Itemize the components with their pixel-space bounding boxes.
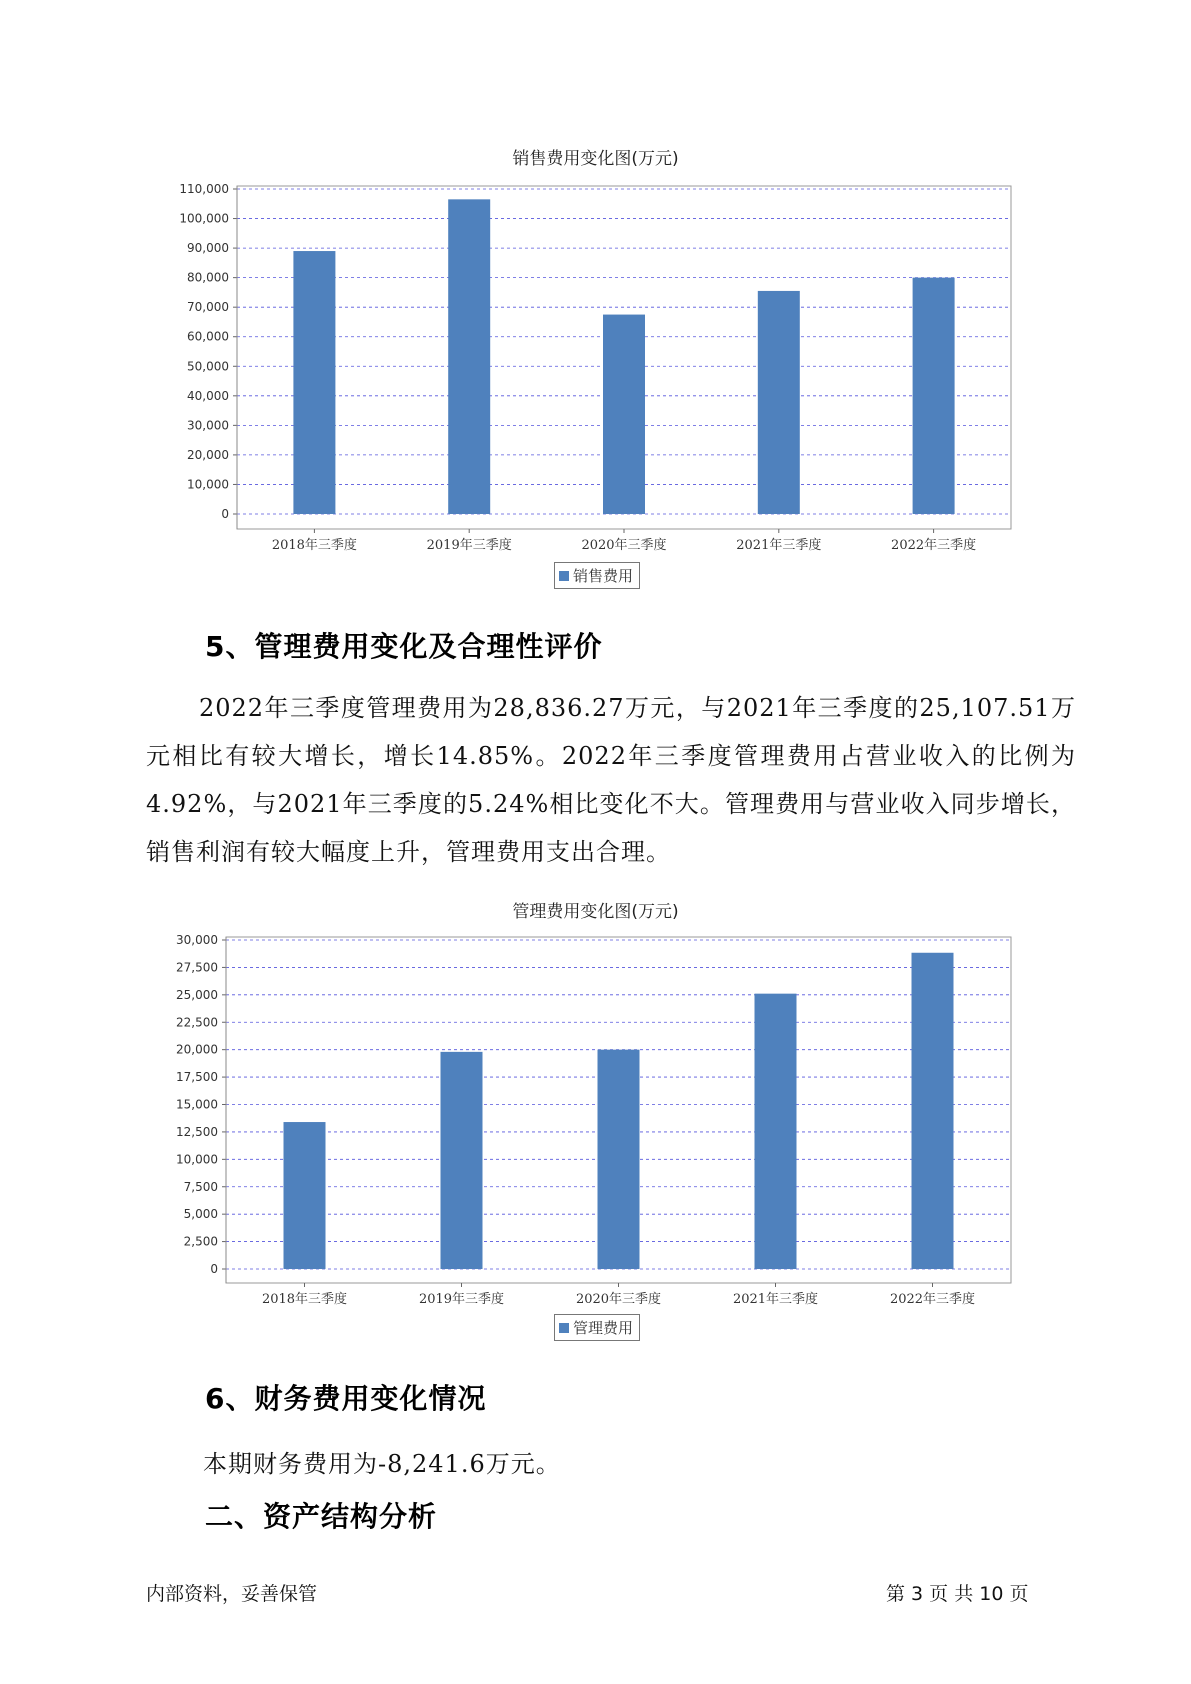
y-tick-label: 20,000: [176, 1042, 218, 1057]
x-tick-label: 2018年三季度: [261, 1292, 348, 1307]
y-tick-label: 20,000: [187, 447, 229, 462]
x-tick-label: 2022年三季度: [889, 1292, 976, 1307]
chart-legend-admin: [554, 1314, 640, 1341]
bar: [293, 251, 335, 514]
y-tick-label: 30,000: [187, 418, 229, 433]
y-tick-label: 27,500: [176, 960, 218, 975]
y-tick-label: 15,000: [176, 1097, 218, 1112]
x-tick-label: 2021年三季度: [732, 1292, 819, 1307]
y-tick-label: 10,000: [187, 477, 229, 492]
chart-title-admin: 管理费用变化图(万元): [512, 902, 679, 922]
chart-sales-expense: [0, 170, 1191, 553]
y-tick-label: 0: [221, 507, 229, 521]
y-tick-label: 22,500: [176, 1015, 218, 1030]
y-tick-label: 30,000: [176, 933, 218, 947]
heading-section-6: 6、财务费用变化情况: [205, 1382, 487, 1415]
heading-asset-structure: 二、资产结构分析: [205, 1500, 438, 1533]
x-tick-label: 2020年三季度: [575, 1292, 662, 1307]
y-tick-label: 100,000: [179, 211, 229, 226]
footer-confidential: 内部资料，妥善保管: [146, 1583, 318, 1605]
bar: [598, 1050, 640, 1269]
legend-label-admin: 管理费用: [573, 1319, 634, 1337]
bar: [441, 1052, 483, 1269]
paragraph-section-5: 2022年三季度管理费用为28,836.27万元，与2021年三季度的25,107.51万元相比有较大增长，增长14.85%。2022年三季度管理费用占营业收入的比例为4.92%，与2021年三季度的5.24%相比变化不大。管理费用与营业收入同步增长，销售利润有较大幅度上升，管理费用支出合理。: [146, 694, 1076, 866]
x-tick-label: 2019年三季度: [418, 1292, 505, 1307]
y-tick-label: 90,000: [187, 241, 229, 256]
x-tick-label: 2018年三季度: [271, 538, 357, 553]
y-tick-label: 17,500: [176, 1070, 218, 1085]
paragraph-section-6: 本期财务费用为-8,241.6万元。: [203, 1450, 561, 1478]
bar: [755, 994, 797, 1269]
y-tick-label: 0: [210, 1262, 218, 1276]
y-tick-label: 40,000: [187, 388, 229, 403]
heading-section-5: 5、管理费用变化及合理性评价: [205, 630, 603, 663]
bar: [284, 1122, 326, 1269]
chart-admin-expense: [0, 920, 1191, 1307]
y-tick-label: 5,000: [183, 1207, 218, 1222]
x-tick-label: 2019年三季度: [426, 538, 512, 553]
y-tick-label: 80,000: [187, 270, 229, 285]
bar: [913, 278, 955, 514]
bar: [448, 199, 490, 514]
y-tick-label: 2,500: [183, 1234, 218, 1249]
legend-swatch-admin: [559, 1323, 569, 1333]
footer-page-number: 第 3 页 共 10 页: [886, 1583, 1029, 1605]
x-tick-label: 2022年三季度: [891, 538, 977, 553]
y-tick-label: 70,000: [187, 300, 229, 315]
y-tick-label: 12,500: [176, 1124, 218, 1139]
bar: [603, 315, 645, 514]
x-tick-label: 2021年三季度: [736, 538, 822, 553]
bar: [758, 291, 800, 514]
legend-label-sales: 销售费用: [573, 567, 634, 585]
y-tick-label: 110,000: [179, 182, 229, 196]
x-tick-label: 2020年三季度: [581, 538, 667, 553]
legend-swatch-sales: [559, 571, 569, 581]
bar: [912, 953, 954, 1269]
chart-legend-sales: [554, 562, 640, 589]
y-tick-label: 60,000: [187, 329, 229, 344]
y-tick-label: 25,000: [176, 987, 218, 1002]
y-tick-label: 10,000: [176, 1152, 218, 1167]
y-tick-label: 50,000: [187, 359, 229, 374]
y-tick-label: 7,500: [183, 1179, 218, 1194]
chart-title-sales: 销售费用变化图(万元): [512, 149, 679, 169]
